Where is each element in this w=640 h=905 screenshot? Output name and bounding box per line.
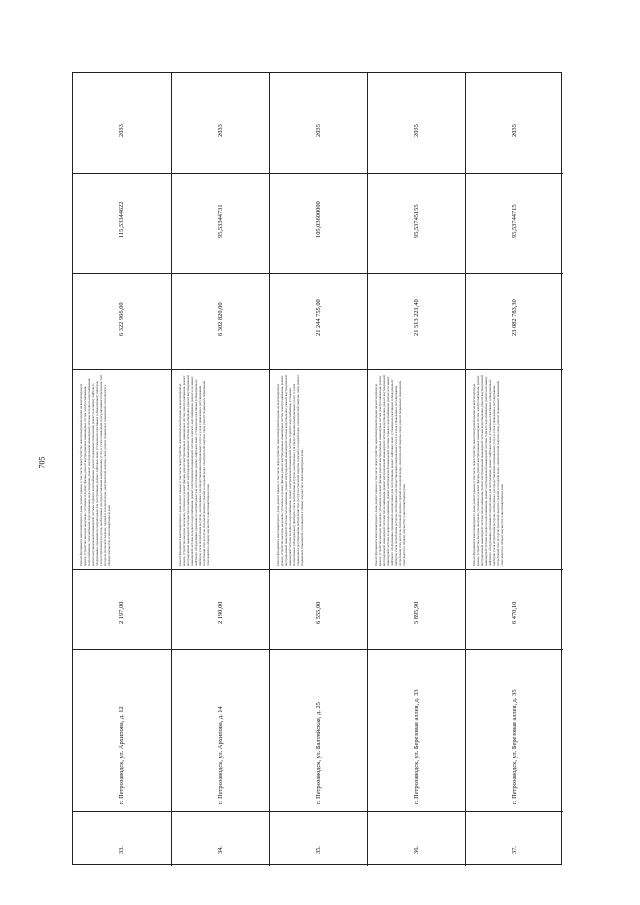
value-address: г. Петрозаводск, ул. Балтийская, д. 25 bbox=[315, 702, 322, 804]
cell-area bbox=[270, 569, 367, 649]
cell-unit-cost bbox=[368, 173, 465, 273]
works-text: Ремонт фундамента многоквартирного дома, ремонт крыши, в том числе переустройство невентилируемой крыши на вентилируемую крышу, устройство выходов на кровлю, утепление и ремонт фасада, ремонт внутридомовых инженерных систем электроснабжения, теплоснабжения, газоснабжения, водоснабжения, водоотведения, ремонт внутридомовой инженерной системы холодного водоснабжения, ремонт внутридомовой инженерной системы горячего водоснабжения, ремонт подвальных помещений, ремонт или замену лифтового оборудования, признанного непригодным для эксплуатации, ремонт лифтовых шахт, установка коллективных (общедомовых) приборов учета потребления ресурсов, необходимых для предоставления коммунальных услуг, и узлов управления и регулирования потребления этих ресурсов (тепловой энергии, горячей и холодной воды, электрической энергии, газа), ремонт подвальных помещений, относящихся к общему имуществу в многоквартирном доме bbox=[79, 374, 111, 566]
cell-area bbox=[73, 569, 171, 649]
table-row bbox=[269, 73, 367, 866]
cell-area bbox=[368, 569, 465, 649]
works-text: Ремонт фундамента многоквартирного дома, ремонт крыши, в том числе переустройство невентилируемой крыши на вентилируемую крышу, устройство выходов на кровлю, утепление и ремонт фасада, ремонт внутридомовых инженерных систем электроснабжения, ремонт внутридомовой инженерной системы теплоснабжения, ремонт внутридомовой инженерной системы водоотведения, ремонт внутридомовой инженерной системы холодного водоснабжения, ремонт внутридомовой инженерной системы горячего водоснабжения, установка коллективных (общедомовых) приборов учета потребления ресурсов, необходимых для предоставления коммунальных услуг, и узлов управления и регулирования потребления этих ресурсов (тепловой энергии, горячей и холодной воды, электрической энергии, газа), ремонт подвальных помещений, относящихся к общему имуществу в многоквартирном доме bbox=[276, 375, 304, 566]
cell-year bbox=[73, 73, 171, 173]
cell-address bbox=[172, 649, 269, 811]
value-area: 2 197,00 bbox=[118, 601, 125, 624]
value-num: 37. bbox=[511, 845, 518, 854]
page-number bbox=[32, 452, 52, 472]
cell-area bbox=[466, 569, 563, 649]
table-row bbox=[171, 73, 269, 866]
value-area: 6 470,10 bbox=[511, 601, 518, 624]
value-cost: 6 302 820,00 bbox=[217, 302, 224, 336]
cell-cost bbox=[270, 273, 367, 369]
cell-address bbox=[368, 649, 465, 811]
cell-num bbox=[368, 811, 465, 866]
table-row bbox=[465, 73, 563, 866]
cell-cost bbox=[73, 273, 171, 369]
value-num: 35. bbox=[315, 845, 322, 854]
cell-unit-cost bbox=[73, 173, 171, 273]
cell-cost bbox=[466, 273, 563, 369]
cell-works bbox=[172, 369, 269, 569]
cell-cost bbox=[368, 273, 465, 369]
cell-works bbox=[270, 369, 367, 569]
value-unit-cost: 105,03600000 bbox=[315, 201, 322, 238]
table-row bbox=[73, 73, 171, 866]
value-cost: 21 513 221,40 bbox=[413, 299, 420, 336]
works-text: Ремонт фундамента многоквартирного дома, ремонт крыши, в том числе переустройство невентилируемой крыши на вентилируемую крышу, устройство выходов на кровлю, утепление и ремонт фасада, ремонт внутридомовых инженерных систем электроснабжения, ремонт внутридомовой инженерной системы теплоснабжения, ремонт внутридомовой инженерной системы водоотведения, ремонт внутридомовой инженерной системы холодного водоснабжения, ремонт внутридомовой инженерной системы горячего водоснабжения, ремонт или замену лифтового оборудования, признанного непригодным для эксплуатации, ремонт лифтовых шахт, установка коллективных (общедомовых) приборов учета потребления ресурсов, необходимых для предоставления коммунальных услуг, и узлов управления и регулирования потребления этих ресурсов (тепловой энергии, горячей и холодной воды, электрической энергии, газа), ремонт подвальных помещений, относящихся к общему имуществу в многоквартирном доме bbox=[178, 375, 210, 566]
cell-address bbox=[466, 649, 563, 811]
value-unit-cost: 95,53344731 bbox=[217, 204, 224, 238]
value-cost: 23 082 783,30 bbox=[511, 299, 518, 336]
cell-address bbox=[270, 649, 367, 811]
value-address: г. Петрозаводск, ул. Архипова, д. 14 bbox=[217, 706, 224, 804]
cell-works bbox=[368, 369, 465, 569]
cell-year bbox=[172, 73, 269, 173]
value-unit-cost: 95,53744715 bbox=[511, 204, 518, 238]
value-address: г. Петрозаводск, ул. Архипова, д. 12 bbox=[118, 706, 125, 804]
value-area: 5 895,90 bbox=[413, 601, 420, 624]
cell-num bbox=[73, 811, 171, 866]
value-unit-cost: 115,53344622 bbox=[118, 201, 125, 238]
works-text: Ремонт фундамента многоквартирного дома, ремонт крыши, в том числе переустройство невентилируемой крыши на вентилируемую крышу, устройство выходов на кровлю, утепление и ремонт фасада, ремонт внутридомовых инженерных систем электроснабжения, ремонт внутридомовой инженерной системы теплоснабжения, ремонт внутридомовой инженерной системы водоотведения, ремонт внутридомовой инженерной системы холодного водоснабжения, ремонт внутридомовой инженерной системы горячего водоснабжения, ремонт или замену лифтового оборудования, признанного непригодным для эксплуатации, ремонт лифтовых шахт, установка коллективных (общедомовых) приборов учета потребления ресурсов, необходимых для предоставления коммунальных услуг, и узлов управления и регулирования потребления этих ресурсов (тепловой энергии, горячей и холодной воды, электрической энергии, газа), ремонт подвальных помещений, относящихся к общему имуществу в многоквартирном доме bbox=[472, 375, 504, 566]
value-year: 2033 bbox=[217, 124, 224, 137]
value-area: 6 555,00 bbox=[315, 601, 322, 624]
cell-unit-cost bbox=[270, 173, 367, 273]
value-year: 2035 bbox=[315, 124, 322, 137]
cell-works bbox=[73, 369, 171, 569]
cell-year bbox=[466, 73, 563, 173]
value-num: 33. bbox=[118, 845, 125, 854]
value-cost: 21 244 755,00 bbox=[315, 299, 322, 336]
cell-area bbox=[172, 569, 269, 649]
value-num: 36. bbox=[413, 845, 420, 854]
value-unit-cost: 95,53745155 bbox=[413, 204, 420, 238]
value-num: 34. bbox=[217, 845, 224, 854]
works-text: Ремонт фундамента многоквартирного дома, ремонт крыши, в том числе переустройство невентилируемой крыши на вентилируемую крышу, устройство выходов на кровлю, утепление и ремонт фасада, ремонт внутридомовых инженерных систем электроснабжения, ремонт внутридомовой инженерной системы теплоснабжения, ремонт внутридомовой инженерной системы водоотведения, ремонт внутридомовой инженерной системы холодного водоснабжения, ремонт внутридомовой инженерной системы горячего водоснабжения, ремонт или замену лифтового оборудования, признанного непригодным для эксплуатации, ремонт лифтовых шахт, установка коллективных (общедомовых) приборов учета потребления ресурсов, необходимых для предоставления коммунальных услуг, и узлов управления и регулирования потребления этих ресурсов (тепловой энергии, горячей и холодной воды, электрической энергии, газа), ремонт подвальных помещений, относящихся к общему имуществу в многоквартирном доме bbox=[374, 375, 406, 566]
cell-num bbox=[172, 811, 269, 866]
value-year: 2035 bbox=[511, 124, 518, 137]
cell-num bbox=[466, 811, 563, 866]
cell-num bbox=[270, 811, 367, 866]
value-area: 2 190,00 bbox=[217, 601, 224, 624]
value-cost: 6 322 966,00 bbox=[118, 302, 125, 336]
cell-address bbox=[73, 649, 171, 811]
cell-works bbox=[466, 369, 563, 569]
capital-repair-table bbox=[72, 72, 562, 865]
cell-unit-cost bbox=[466, 173, 563, 273]
cell-cost bbox=[172, 273, 269, 369]
table-row bbox=[367, 73, 465, 866]
value-year: 2033 bbox=[118, 124, 125, 137]
cell-year bbox=[368, 73, 465, 173]
cell-year bbox=[270, 73, 367, 173]
value-address: г. Петрозаводск, ул. Березовая аллея, д. 33 bbox=[413, 689, 420, 804]
value-address: г. Петрозаводск, ул. Березовая аллея, д. 35 bbox=[511, 689, 518, 804]
value-year: 2035 bbox=[413, 124, 420, 137]
cell-unit-cost bbox=[172, 173, 269, 273]
page-number-text: 705 bbox=[37, 456, 47, 468]
